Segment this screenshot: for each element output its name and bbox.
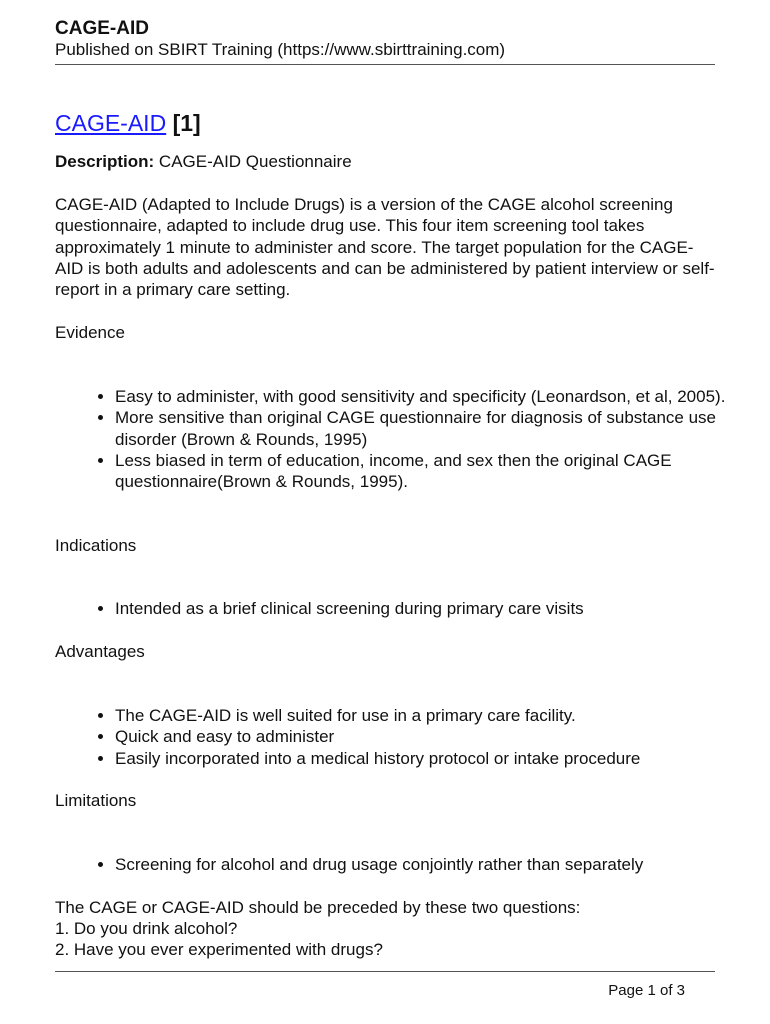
description-text: CAGE-AID Questionnaire: [154, 152, 352, 171]
closing-line-2: 1. Do you drink alcohol?: [55, 919, 238, 938]
intro-paragraph: CAGE-AID (Adapted to Include Drugs) is a version of the CAGE alcohol screening questionnaire, adapted to include drug use. This four item screening tool takes approximately 1 minute to administer and score. The target population for the CAGE-AID is both adults and adolescents and can be administered by patient interview or self-report in a primary care setting.: [55, 195, 715, 300]
limitations-heading: Limitations: [55, 791, 137, 810]
advantages-list: [95, 705, 740, 769]
evidence-list: [95, 386, 740, 492]
footer-divider: [55, 971, 715, 972]
closing-line-3: 2. Have you ever experimented with drugs?: [55, 940, 383, 959]
page-title: [55, 110, 201, 137]
description: [55, 151, 720, 172]
evidence-heading: Evidence: [55, 323, 125, 342]
header-published: Published on SBIRT Training (https://www.sbirttraining.com): [55, 40, 506, 59]
advantages-heading: Advantages: [55, 642, 145, 661]
header-title: CAGE-AID: [55, 18, 149, 39]
list-item: • Intended as a brief clinical screening during primary care visits: [115, 598, 740, 619]
list-item: • Quick and easy to administer: [115, 726, 740, 747]
indications-heading: Indications: [55, 536, 137, 555]
page-number: Page 1 of 3: [608, 982, 685, 999]
list-item: • Less biased in term of education, income, and sex then the original CAGE questionnaire(Brown & Rounds, 1995).: [115, 450, 740, 493]
description-label: Description:: [55, 152, 155, 171]
indications-list: [95, 598, 740, 619]
header-divider: [55, 64, 715, 65]
list-item: • Screening for alcohol and drug usage conjointly rather than separately: [115, 854, 740, 875]
list-item: • Easy to administer, with good sensitivity and specificity (Leonardson, et al, 2005).: [115, 386, 740, 407]
title-ref: [1]: [172, 110, 201, 136]
title-link[interactable]: CAGE-AID: [55, 110, 167, 136]
limitations-list: [95, 854, 740, 875]
closing-line-1: The CAGE or CAGE-AID should be preceded by these two questions:: [55, 898, 581, 917]
list-item: • The CAGE-AID is well suited for use in a primary care facility.: [115, 705, 740, 726]
list-item: • Easily incorporated into a medical history protocol or intake procedure: [115, 748, 740, 769]
list-item: • More sensitive than original CAGE questionnaire for diagnosis of substance use disorder (Brown & Rounds, 1995): [115, 407, 740, 450]
